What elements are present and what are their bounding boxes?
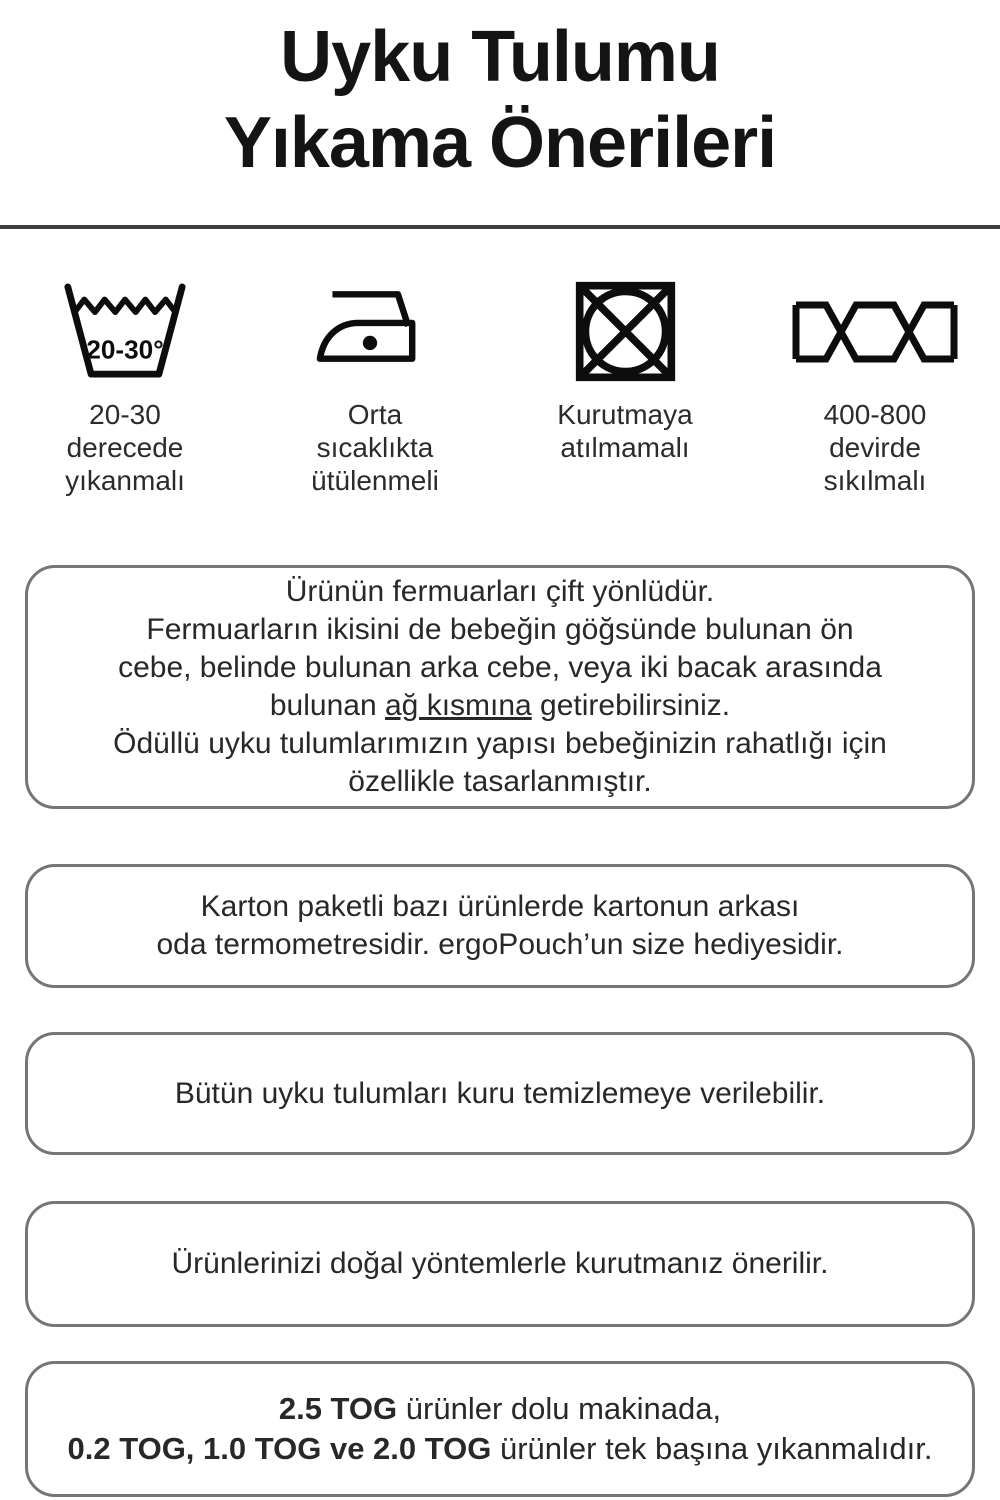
info-box-dry-cleaning: Bütün uyku tulumları kuru temizlemeye verilebilir. [25, 1032, 975, 1155]
iron-label: Orta sıcaklıkta ütülenmeli [311, 399, 439, 496]
do-not-tumble-dry-icon [573, 279, 678, 384]
care-symbol-no-tumble-dry [500, 279, 750, 497]
wash-tub-icon [62, 279, 188, 384]
page-title [0, 0, 1000, 186]
iron-icon [314, 279, 436, 384]
care-symbol-wash [0, 279, 250, 497]
info-box-natural-drying: Ürünlerinizi doğal yöntemlerle kurutmanız önerilir. [25, 1201, 975, 1327]
wash-label: 20-30 derecede yıkanmalı [65, 399, 185, 496]
title-divider [0, 225, 1000, 229]
care-symbol-iron [250, 279, 500, 497]
page-title-line-2: Yıkama Önerileri [223, 103, 777, 183]
info-box-zippers: Ürünün fermuarları çift yönlüdür. Fermuarların ikisini de bebeğin göğsünde bulunan ön cebe, belinde bulunan arka cebe, veya iki bacak arasında bulunan ağ kısmına getirebilirsiniz. Ödüllü uyku tulumlarımızın yapısı bebeğinizin rahatlığı için özellikle tasarlanmıştır. [25, 565, 975, 809]
wash-temp-text: 20-30° [86, 334, 164, 365]
page-title-line-1: Uyku Tulumu [280, 17, 720, 97]
info-box-tog-washing: 2.5 TOG ürünler dolu makinada, 0.2 TOG, 1.0 TOG ve 2.0 TOG ürünler tek başına yıkanmalıdır. [25, 1361, 975, 1497]
no-tumble-dry-label: Kurutmaya atılmamalı [557, 399, 693, 463]
wring-icon [790, 279, 960, 384]
info-box-thermometer: Karton paketli bazı ürünlerde kartonun arkası oda termometresidir. ergoPouch’un size hediyesidir. [25, 864, 975, 988]
care-symbols-row [0, 279, 1000, 497]
wring-label: 400-800 devirde sıkılmalı [823, 399, 927, 496]
care-symbol-wring [750, 279, 1000, 497]
